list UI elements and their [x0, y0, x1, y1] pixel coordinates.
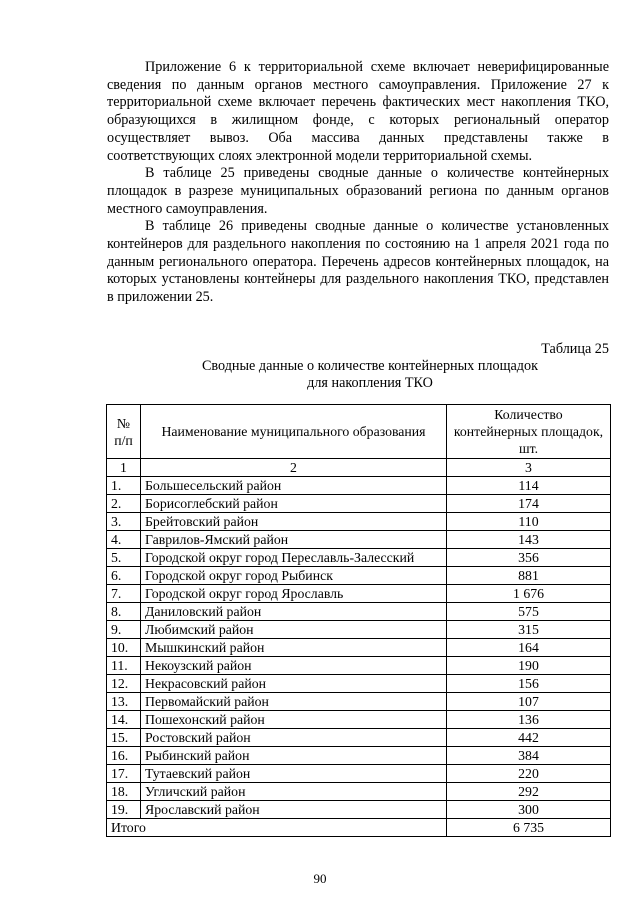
municipality-name: Брейтовский район [141, 513, 447, 531]
body-text [107, 59, 609, 307]
site-count: 136 [447, 711, 611, 729]
row-number: 13. [107, 693, 141, 711]
municipality-name: Даниловский район [141, 603, 447, 621]
table-caption-line-1: Сводные данные о количестве контейнерных площадок [201, 358, 539, 374]
municipality-name: Первомайский район [141, 693, 447, 711]
site-count: 190 [447, 657, 611, 675]
table-row [107, 693, 611, 711]
table-row [107, 531, 611, 549]
site-count: 164 [447, 639, 611, 657]
row-number: 2. [107, 495, 141, 513]
table-row [107, 675, 611, 693]
municipality-name: Борисоглебский район [141, 495, 447, 513]
row-number: 12. [107, 675, 141, 693]
table-row [107, 495, 611, 513]
header-name: Наименование муниципального образования [141, 405, 447, 459]
site-count: 575 [447, 603, 611, 621]
municipality-name: Ростовский район [141, 729, 447, 747]
table-row [107, 567, 611, 585]
site-count: 114 [447, 477, 611, 495]
row-number: 18. [107, 783, 141, 801]
index-cell: 3 [447, 459, 611, 477]
paragraph-appendix-6: Приложение 6 к территориальной схеме включает неверифицированные сведения по данным органов местного самоуправления. Приложение 27 к территориальной схеме включает перечень фактических мест накопления ТКО, образующихся в жилищном фонде, с которых региональный оператор осуществляет вывоз. Оба массива данных представлены также в соответствующих слоях электронной модели территориальной схемы. [107, 59, 609, 164]
site-count: 442 [447, 729, 611, 747]
header-count: Количество контейнерных площадок, шт. [447, 405, 611, 459]
site-count: 356 [447, 549, 611, 567]
total-count: 6 735 [447, 819, 611, 837]
row-number: 6. [107, 567, 141, 585]
site-count: 881 [447, 567, 611, 585]
row-number: 19. [107, 801, 141, 819]
row-number: 5. [107, 549, 141, 567]
row-number: 8. [107, 603, 141, 621]
municipality-name: Рыбинский район [141, 747, 447, 765]
table-row [107, 657, 611, 675]
site-count: 384 [447, 747, 611, 765]
municipality-name: Угличский район [141, 783, 447, 801]
header-num: № п/п [107, 405, 141, 459]
table-row [107, 765, 611, 783]
municipality-name: Городской округ город Рыбинск [141, 567, 447, 585]
table-row [107, 783, 611, 801]
table-row [107, 603, 611, 621]
site-count: 300 [447, 801, 611, 819]
table-row [107, 513, 611, 531]
table-row [107, 639, 611, 657]
container-sites-table [106, 404, 611, 837]
site-count: 315 [447, 621, 611, 639]
site-count: 156 [447, 675, 611, 693]
table-header-row [107, 405, 611, 459]
column-index-row [107, 459, 611, 477]
table-row [107, 477, 611, 495]
row-number: 4. [107, 531, 141, 549]
row-number: 10. [107, 639, 141, 657]
table-row [107, 549, 611, 567]
table-row [107, 729, 611, 747]
row-number: 16. [107, 747, 141, 765]
municipality-name: Пошехонский район [141, 711, 447, 729]
table-row [107, 747, 611, 765]
municipality-name: Гаврилов-Ямский район [141, 531, 447, 549]
row-number: 17. [107, 765, 141, 783]
site-count: 107 [447, 693, 611, 711]
paragraph-table-26-intro: В таблице 26 приведены сводные данные о количестве установленных контейнеров для раздельного накопления по состоянию на 1 апреля 2021 года по данным регионального оператора. Перечень адресов контейнерных площадок, на которых установлены контейнеры для раздельного накопления ТКО, представлен в приложении 25. [107, 218, 609, 306]
table-caption [195, 358, 545, 392]
index-cell: 1 [107, 459, 141, 477]
table-row [107, 621, 611, 639]
total-label: Итого [107, 819, 447, 837]
municipality-name: Некрасовский район [141, 675, 447, 693]
total-row [107, 819, 611, 837]
municipality-name: Большесельский район [141, 477, 447, 495]
row-number: 1. [107, 477, 141, 495]
municipality-name: Любимский район [141, 621, 447, 639]
municipality-name: Городской округ город Переславль-Залесский [141, 549, 447, 567]
municipality-name: Некоузский район [141, 657, 447, 675]
table-caption-line-2: для накопления ТКО [307, 375, 433, 391]
table-label: Таблица 25 [541, 341, 609, 357]
site-count: 174 [447, 495, 611, 513]
paragraph-table-25-intro: В таблице 25 приведены сводные данные о количестве контейнерных площадок в разрезе муниципальных образований региона по данным органов местного самоуправления. [107, 165, 609, 217]
municipality-name: Тутаевский район [141, 765, 447, 783]
table-row [107, 711, 611, 729]
site-count: 110 [447, 513, 611, 531]
row-number: 3. [107, 513, 141, 531]
row-number: 11. [107, 657, 141, 675]
municipality-name: Мышкинский район [141, 639, 447, 657]
municipality-name: Городской округ город Ярославль [141, 585, 447, 603]
table-row [107, 801, 611, 819]
municipality-name: Ярославский район [141, 801, 447, 819]
page-number: 90 [313, 871, 327, 886]
row-number: 15. [107, 729, 141, 747]
site-count: 143 [447, 531, 611, 549]
site-count: 292 [447, 783, 611, 801]
site-count: 220 [447, 765, 611, 783]
index-cell: 2 [141, 459, 447, 477]
row-number: 7. [107, 585, 141, 603]
row-number: 14. [107, 711, 141, 729]
site-count: 1 676 [447, 585, 611, 603]
table-row [107, 585, 611, 603]
row-number: 9. [107, 621, 141, 639]
